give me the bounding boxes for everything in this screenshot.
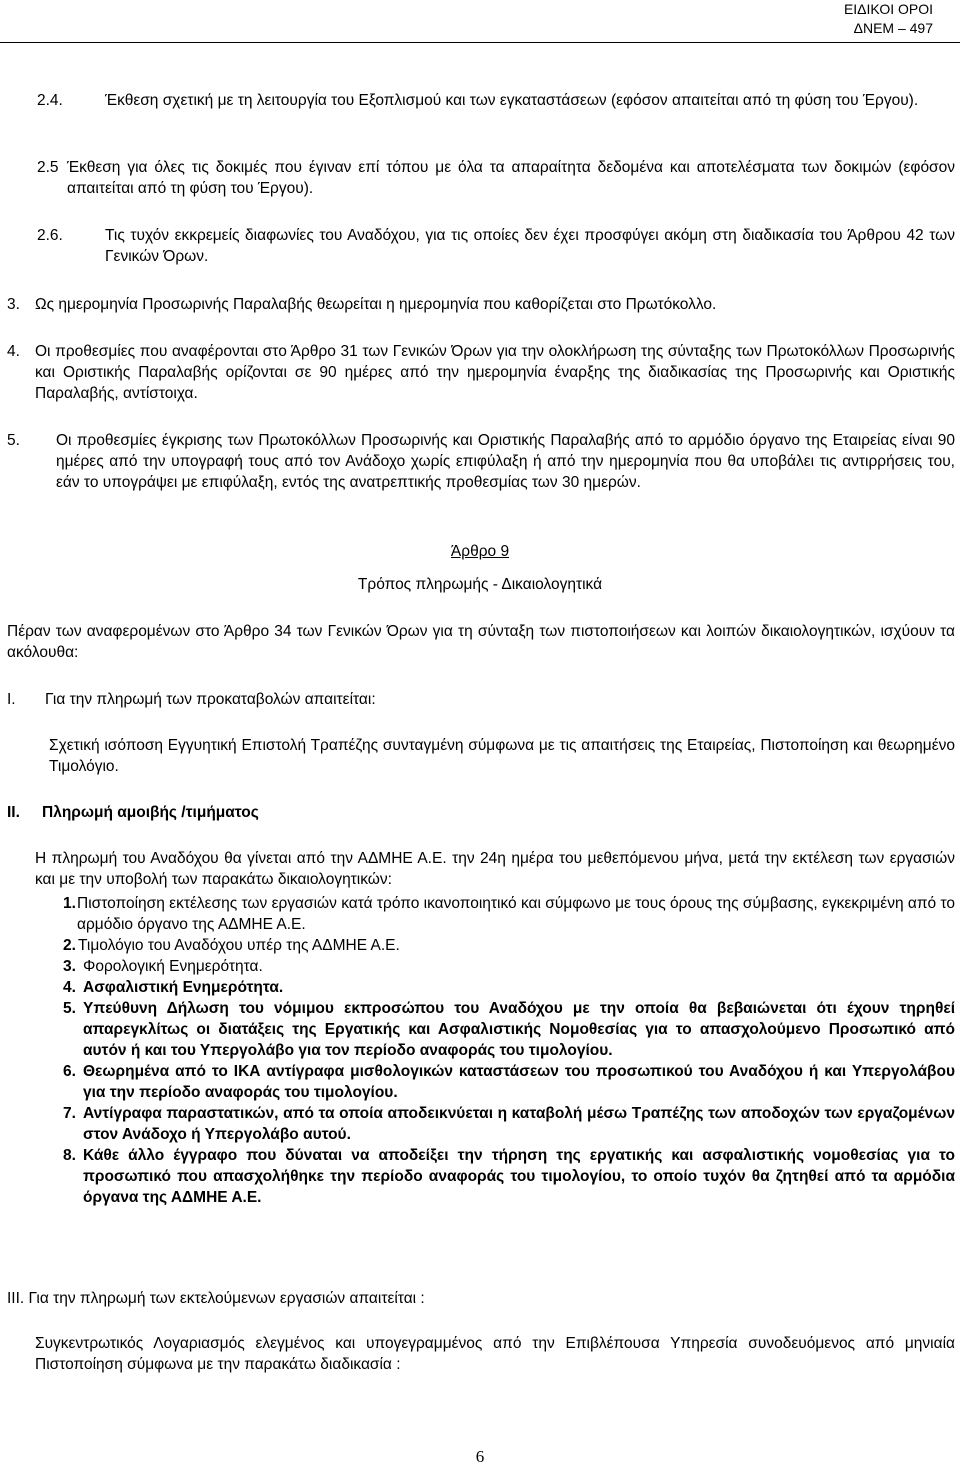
intro-paragraph: Πέραν των αναφερομένων στο Άρθρο 34 των Γενικών Όρων για τη σύνταξη των πιστοποιήσεων και λοιπών δικαιολογητικών, ισχύουν τα ακόλουθα:: [7, 623, 955, 661]
item-number: 2.6.: [37, 227, 63, 244]
list-item: [63, 893, 955, 935]
list-item-number: 7.: [63, 1105, 76, 1122]
list-item-text: Φορολογική Ενημερότητα.: [83, 958, 263, 975]
header-title: ΕΙΔΙΚΟΙ ΟΡΟΙ: [843, 1, 933, 17]
list-item-number: 1.: [63, 895, 76, 912]
section-iii-heading: [7, 1288, 955, 1309]
list-item-text: Θεωρημένα από το ΙΚΑ αντίγραφα μισθολογικών καταστάσεων του προσωπικού του Αναδόχου ή και Υπεργολάβου για την περίοδο αναφοράς του τιμολογίου.: [83, 1063, 955, 1101]
list-item: [63, 977, 955, 998]
article-title: Άρθρο 9: [450, 543, 510, 560]
header-rule: [0, 42, 960, 43]
list-item: [63, 998, 955, 1061]
list-item-number: 4.: [63, 979, 76, 996]
list-item: [63, 1103, 955, 1145]
section-iii-text: Συγκεντρωτικός Λογαριασμός ελεγμένος και υπογεγραμμένος από την Επιβλέπουσα Υπηρεσία συνοδευόμενος από μηνιαία Πιστοποίηση σύμφωνα με την παρακάτω διαδικασία :: [35, 1335, 955, 1373]
list-item: [63, 935, 955, 956]
section-i-heading: [7, 689, 955, 710]
item-text: Έκθεση σχετική με τη λειτουργία του Εξοπλισμού και των εγκαταστάσεων (εφόσον απαιτείται από τη φύση του Έργου).: [105, 92, 919, 109]
list-item-number: 6.: [63, 1063, 76, 1080]
section-title: Για την πληρωμή των προκαταβολών απαιτείται:: [45, 691, 376, 708]
section-number: III.: [7, 1290, 25, 1307]
list-item-text: [77, 893, 955, 935]
item-text: [67, 157, 955, 199]
page-header: [844, 0, 933, 38]
item-number: 4.: [7, 343, 20, 360]
item-number: 2.4.: [37, 92, 63, 109]
item-text: Ως ημερομηνία Προσωρινής Παραλαβής θεωρείται η ημερομηνία που καθορίζεται στο Πρωτόκολλο.: [35, 296, 717, 313]
item-2-4: [37, 90, 955, 111]
section-ii-text: Η πληρωμή του Αναδόχου θα γίνεται από την ΑΔΜΗΕ Α.Ε. την 24η ημέρα του μεθεπόμενου μήνα, μετά την εκτέλεση των εργασιών και με την υποβολή των παρακάτω δικαιολογητικών:: [35, 850, 955, 888]
section-i-text: Σχετική ισόποση Εγγυητική Επιστολή Τραπέζης συνταγμένη σύμφωνα με τις απαιτήσεις της Εταιρείας, Πιστοποίηση και θεωρημένο Τιμολόγιο.: [49, 737, 955, 775]
item-number: 5.: [7, 432, 20, 449]
item-text: Οι προθεσμίες έγκρισης των Πρωτοκόλλων Προσωρινής και Οριστικής Παραλαβής από το αρμόδιο όργανο της Εταιρείας είναι 90 ημέρες από την υπογραφή τους από τον Ανάδοχο χωρίς επιφύλαξη ή από την ημερομηνία που θα υποβάλει τις αντιρρήσεις του, εάν το υπογράψει με επιφύλαξη, εντός της ανατρεπτικής προθεσμίας των 30 ημερών.: [56, 432, 955, 491]
list-item: [63, 1061, 955, 1103]
page-number: 6: [475, 1447, 485, 1466]
header-code: ΔΝΕΜ – 497: [853, 20, 933, 36]
article-subtitle: Τρόπος πληρωμής - Δικαιολογητικά: [357, 576, 603, 593]
section-number: I.: [7, 691, 16, 708]
documents-list: [63, 893, 955, 1208]
list-item-text: Κάθε άλλο έγγραφο που δύναται να αποδείξει την τήρηση της εργατικής και ασφαλιστικής νομοθεσίας για το προσωπικό που απασχολήθηκε την περίοδο αναφοράς του τιμολογίου, το οποίο τυχόν θα ζητηθεί από τα αρμόδια όργανα της ΑΔΜΗΕ Α.Ε.: [83, 1147, 955, 1206]
list-item-number: 2.: [63, 937, 76, 954]
item-number: 2.5: [37, 159, 59, 176]
item-5: [7, 430, 955, 493]
list-item-text: Αντίγραφα παραστατικών, από τα οποία αποδεικνύεται η καταβολή μέσω Τραπέζης των αποδοχών των εργαζομένων στον Ανάδοχο ή Υπεργολάβο αυτού.: [83, 1105, 955, 1143]
list-item-text: Ασφαλιστική Ενημερότητα.: [83, 979, 284, 996]
item-text: Οι προθεσμίες που αναφέρονται στο Άρθρο 31 των Γενικών Όρων για την ολοκλήρωση της σύνταξης των Πρωτοκόλλων Προσωρινής και Οριστικής Παραλαβής ορίζονται σε 90 ημέρες από την ημερομηνία έναρξης της διαδικασίας της Προσωρινής και Οριστικής Παραλαβής, αντίστοιχα.: [35, 343, 955, 402]
item-number: 3.: [7, 296, 20, 313]
section-title: Πληρωμή αμοιβής /τιμήματος: [42, 804, 259, 821]
list-item-text-content: Πιστοποίηση εκτέλεσης των εργασιών κατά τρόπο ικανοποιητικό και σύμφωνο με τους όρους της σύμβασης, εγκεκριμένη από το αρμόδιο όργανο της ΑΔΜΗΕ Α.Ε.: [77, 895, 955, 933]
item-text-content: Έκθεση για όλες τις δοκιμές που έγιναν επί τόπου με όλα τα απαραίτητα δεδομένα και αποτελέσματα των δοκιμών (εφόσον απαιτείται από τη φύση του Έργου).: [67, 159, 955, 197]
list-item-number: 8.: [63, 1147, 76, 1164]
list-item: [63, 1145, 955, 1208]
section-number: II.: [7, 804, 20, 821]
item-2-5: [37, 157, 955, 199]
list-item: [63, 956, 955, 977]
item-2-6: [37, 225, 955, 267]
list-item-number: 5.: [63, 1000, 76, 1017]
list-item-text: Υπεύθυνη Δήλωση του νόμιμου εκπροσώπου του Αναδόχου με την οποία θα βεβαιώνεται ότι έχουν τηρηθεί απαρεγκλίτως οι διατάξεις της Εργατικής και Ασφαλιστικής Νομοθεσίας για το απασχολούμενο Προσωπικό από αυτόν ή και του Υπεργολάβο για τον περίοδο αναφοράς του τιμολογίου.: [83, 1000, 955, 1059]
section-title: Για την πληρωμή των εκτελούμενων εργασιών απαιτείται :: [28, 1290, 425, 1307]
item-text: Τις τυχόν εκκρεμείς διαφωνίες του Αναδόχου, για τις οποίες δεν έχει προσφύγει ακόμη στη διαδικασία του Άρθρου 42 των Γενικών Όρων.: [105, 227, 955, 265]
item-4: [7, 341, 955, 404]
item-3: [7, 294, 955, 315]
list-item-number: 3.: [63, 958, 76, 975]
list-item-text: Τιμολόγιο του Αναδόχου υπέρ της ΑΔΜΗΕ Α.Ε.: [78, 937, 400, 954]
section-ii-heading: [7, 802, 955, 823]
